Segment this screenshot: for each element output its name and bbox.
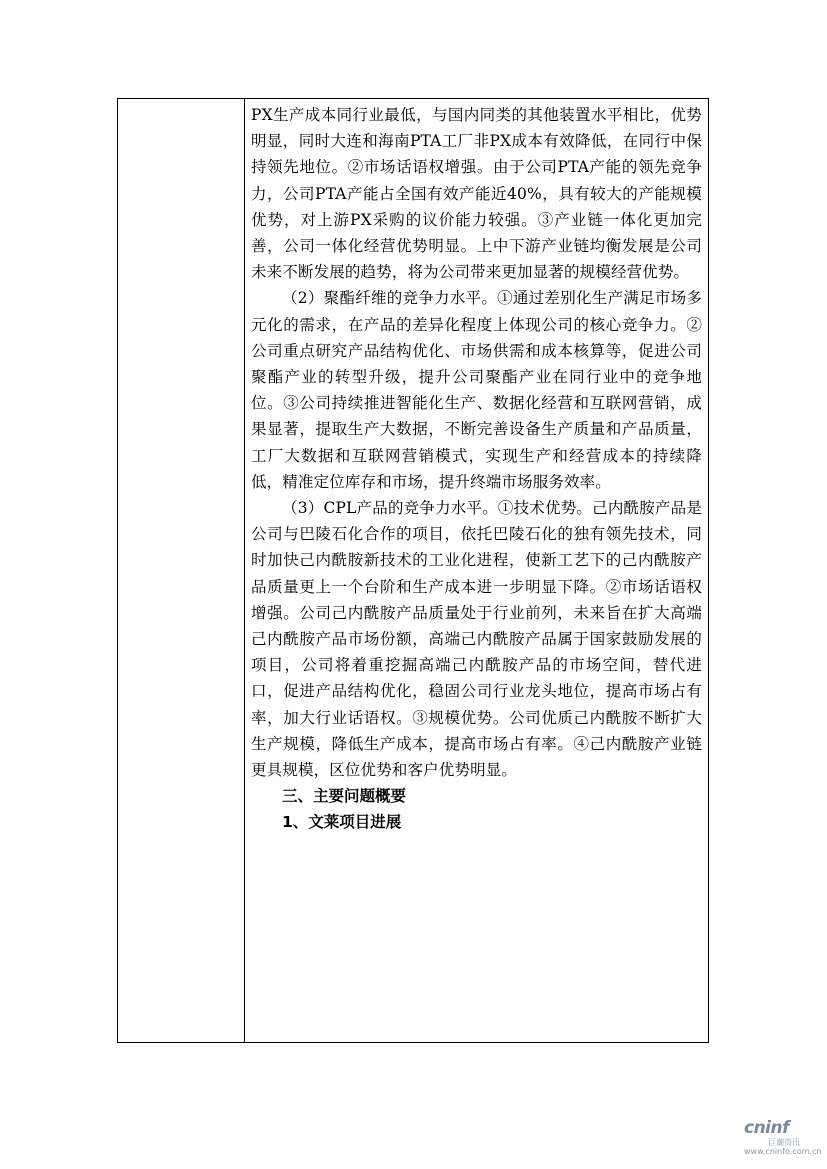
table-content-cell	[245, 99, 708, 1042]
table-label-cell	[118, 99, 245, 1042]
logo-subtitle: 巨潮资讯	[768, 1138, 800, 1147]
logo-url: www.cninfo.com.cn	[744, 1147, 822, 1156]
subsection-heading: 1、文莱项目进展	[282, 813, 402, 832]
paragraph-polyester: （2）聚酯纤维的竞争力水平。①通过差别化生产满足市场多元化的需求，在产品的差异化程度上体现公司的核心竞争力。②公司重点研究产品结构优化、市场供需和成本核算等，促进公司聚酯产业的转型升级，提升公司聚酯产业在同行业中的竞争地位。③公司持续推进智能化生产、数据化经营和互联网营销，成果显著，提取生产大数据，不断完善设备生产质量和产品质量，工厂大数据和互联网营销模式，实现生产和经营成本的持续降低，精准定位库存和市场，提升终端市场服务效率。	[251, 289, 702, 491]
content-table	[117, 98, 709, 1043]
paragraph-px-advantage: PX生产成本同行业最低，与国内同类的其他装置水平相比，优势明显，同时大连和海南PTA工厂非PX成本有效降低，在同行中保持领先地位。②市场话语权增强。由于公司PTA产能的领先竞争力，公司PTA产能占全国有效产能近40%，具有较大的产能规模优势，对上游PX采购的议价能力较强。③产业链一体化更加完善，公司一体化经营优势明显。上中下游产业链均衡发展是公司未来不断发展的趋势，将为公司带来更加显著的规模经营优势。	[251, 106, 702, 282]
paragraph-cpl: （3）CPL产品的竞争力水平。①技术优势。己内酰胺产品是公司与巴陵石化合作的项目，依托巴陵石化的独有领先技术，同时加快己内酰胺新技术的工业化进程，使新工艺下的己内酰胺产品质量更上一个台阶和生产成本进一步明显下降。②市场话语权增强。公司己内酰胺产品质量处于行业前列，未来旨在扩大高端己内酰胺产品市场份额，高端己内酰胺产品属于国家鼓励发展的项目，公司将着重挖掘高端己内酰胺产品的市场空间，替代进口，促进产品结构优化，稳固公司行业龙头地位，提高市场占有率，加大行业话语权。③规模优势。公司优质己内酰胺不断扩大生产规模，降低生产成本，提高市场占有率。④己内酰胺产业链更具规模，区位优势和客户优势明显。	[251, 499, 702, 780]
cninfo-logo	[744, 1118, 822, 1158]
section-heading: 三、主要问题概要	[282, 787, 407, 806]
logo-wordmark: cninf	[744, 1118, 790, 1138]
